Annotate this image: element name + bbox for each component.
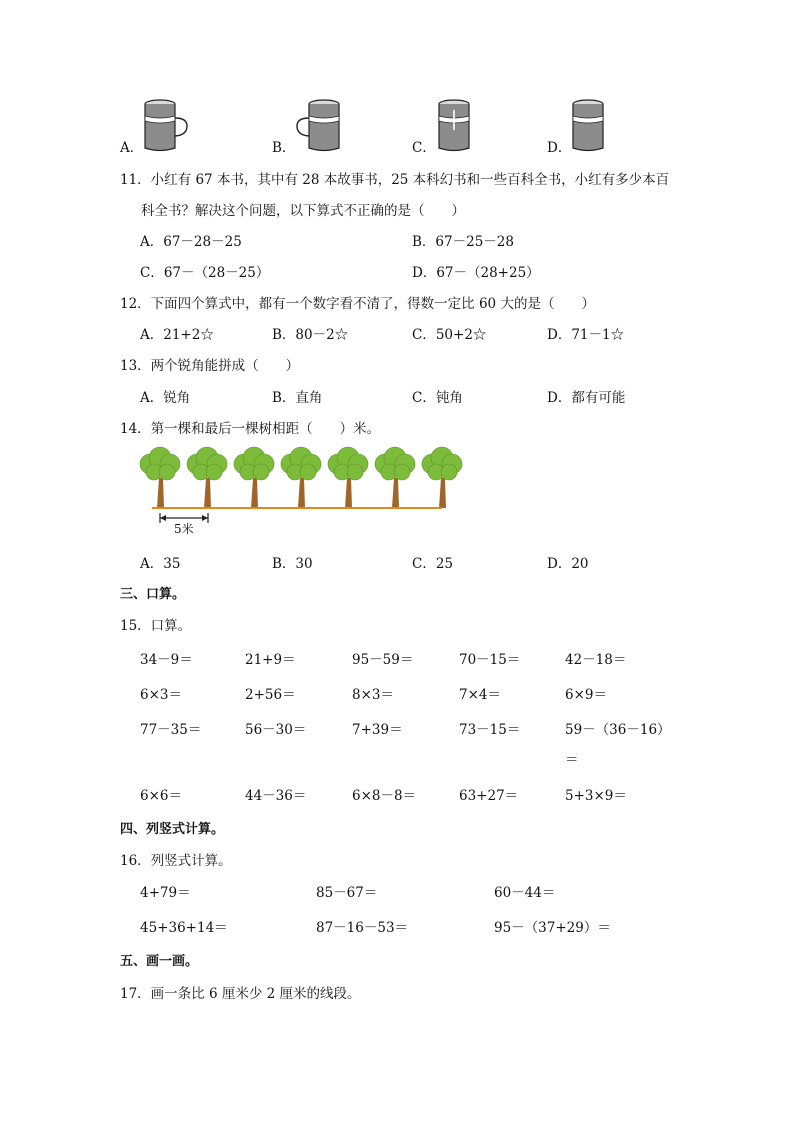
mental-item: 2+56＝ xyxy=(245,687,296,703)
measure-arrow-left xyxy=(160,515,166,521)
q11-option-d: D．67－（28+25） xyxy=(412,265,540,281)
q13-option-b: B．直角 xyxy=(272,390,323,406)
tree-icon xyxy=(375,447,415,508)
vertical-item: 4+79＝ xyxy=(140,885,191,901)
cup-a-icon xyxy=(140,98,200,154)
mental-item: 7×4＝ xyxy=(459,687,501,703)
q11-option-a: A．67－28－25 xyxy=(140,234,242,250)
mental-item: 6×3＝ xyxy=(140,687,182,703)
mental-item: 56－30＝ xyxy=(245,722,307,738)
q13-stem: 13．两个锐角能拼成（ ） xyxy=(120,358,300,374)
mental-item: 95－59＝ xyxy=(352,652,414,668)
q13-option-d: D．都有可能 xyxy=(547,390,626,406)
option-b-label: B． xyxy=(272,140,296,156)
mental-item: 8×3＝ xyxy=(352,687,394,703)
mental-item: 6×6＝ xyxy=(140,788,182,804)
q13-option-a: A．锐角 xyxy=(140,390,191,406)
q13-option-c: C．钝角 xyxy=(412,390,463,406)
tree-icon xyxy=(422,447,462,508)
mental-item: 63+27＝ xyxy=(459,788,519,804)
mental-item: 21+9＝ xyxy=(245,652,296,668)
mental-item: 77－35＝ xyxy=(140,722,202,738)
tree-icon xyxy=(140,447,180,508)
section-3-title: 三、口算。 xyxy=(120,587,186,602)
q12-option-a: A．21+2☆ xyxy=(140,327,214,343)
tree-icon xyxy=(187,447,227,508)
q17-stem: 17．画一条比 6 厘米少 2 厘米的线段。 xyxy=(120,986,361,1002)
q12-option-d: D．71－1☆ xyxy=(547,327,625,343)
q12-stem: 12．下面四个算式中，都有一个数字看不清了，得数一定比 60 大的是（ ） xyxy=(120,296,595,312)
mental-item: 34－9＝ xyxy=(140,652,193,668)
vertical-item: 45+36+14＝ xyxy=(140,920,228,936)
q11-stem-line1: 11．小红有 67 本书，其中有 28 本故事书，25 本科幻书和一些百科全书，小红有多少本百 xyxy=(120,172,670,188)
option-d-label: D． xyxy=(547,140,572,156)
mental-item: 6×8－8＝ xyxy=(352,788,417,804)
option-c-label: C． xyxy=(412,140,436,156)
q14-option-d: D．20 xyxy=(547,556,589,572)
q14-option-a: A．35 xyxy=(140,556,181,572)
mental-item: 70－15＝ xyxy=(459,652,521,668)
section-4-title: 四、列竖式计算。 xyxy=(120,822,225,837)
measure-arrow-right xyxy=(202,515,208,521)
tree-icon xyxy=(234,447,274,508)
vertical-item: 85－67＝ xyxy=(316,885,378,901)
cup-c-icon xyxy=(432,98,492,154)
mental-item: 7+39＝ xyxy=(352,722,403,738)
q14-option-b: B．30 xyxy=(272,556,313,572)
cup-b-icon xyxy=(294,98,354,154)
q15-stem: 15．口算。 xyxy=(120,618,192,634)
mental-item: 6×9＝ xyxy=(565,687,607,703)
q14-stem: 14．第一棵和最后一棵树相距（ ）米。 xyxy=(120,421,381,437)
tree-icon xyxy=(281,447,321,508)
tree-row-figure xyxy=(138,444,458,540)
option-a-label: A． xyxy=(120,140,144,156)
mental-item: 5+3×9＝ xyxy=(565,788,627,804)
vertical-item: 60－44＝ xyxy=(494,885,556,901)
mental-item-wrap-equals: ＝ xyxy=(565,752,579,768)
q12-option-b: B．80－2☆ xyxy=(272,327,349,343)
q11-option-b: B．67－25－28 xyxy=(412,234,514,250)
mental-item: 42－18＝ xyxy=(565,652,627,668)
q11-option-c: C．67－（28－25） xyxy=(140,265,270,281)
q16-stem: 16．列竖式计算。 xyxy=(120,853,232,869)
q11-stem-line2: 科全书？解决这个问题，以下算式不正确的是（ ） xyxy=(141,203,465,219)
vertical-item: 95－（37+29）＝ xyxy=(494,920,611,936)
cup-d-icon xyxy=(568,98,628,154)
tree-icon xyxy=(328,447,368,508)
vertical-item: 87－16－53＝ xyxy=(316,920,409,936)
mental-item: 73－15＝ xyxy=(459,722,521,738)
distance-label: 5米 xyxy=(174,522,194,536)
mental-item: 44－36＝ xyxy=(245,788,307,804)
q14-option-c: C．25 xyxy=(412,556,454,572)
section-5-title: 五、画一画。 xyxy=(120,954,199,969)
mental-item: 59－（36－16） xyxy=(565,722,671,738)
q12-option-c: C．50+2☆ xyxy=(412,327,487,343)
